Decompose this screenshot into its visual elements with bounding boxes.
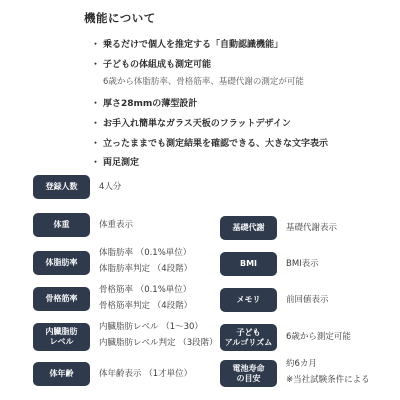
spec-value-battery-life: 約6カ月 (286, 359, 317, 369)
spec-value-memory: 前回値表示 (286, 295, 329, 305)
spec-label-visceral-fat: 内臓脂肪 レベル (33, 323, 90, 351)
spec-label-registered-users: 登録人数 (33, 175, 90, 199)
feature-item: ・ 乗るだけで個人を推定する「自動認識機能」 (91, 40, 284, 50)
spec-label-body-age: 体年齢 (33, 362, 90, 386)
spec-value-child-algorithm: 6歳から測定可能 (286, 332, 351, 342)
spec-label-body-fat: 体脂肪率 (33, 251, 90, 275)
spec-value-body-fat: 体脂肪率 （0.1%単位） (99, 248, 192, 258)
page-title: 機能について (84, 11, 156, 25)
spec-value-body-fat-judgment: 体脂肪率判定 （4段階） (99, 264, 193, 274)
spec-value-registered-users: 4人分 (99, 182, 122, 192)
spec-label-basal-metabolism: 基礎代謝 (220, 216, 277, 240)
spec-label-battery-life: 電池寿命 の目安 (220, 360, 277, 387)
spec-label-memory: メモリ (220, 288, 277, 312)
spec-value-battery-note: ※当社試験条件による (286, 375, 370, 385)
feature-item: ・ 厚さ28mmの薄型設計 (91, 99, 198, 109)
feature-item: ・ 子どもの体組成も測定可能 (91, 60, 212, 70)
spec-label-skeletal-muscle: 骨格筋率 (33, 287, 90, 311)
spec-value-basal-metabolism: 基礎代謝表示 (286, 223, 338, 233)
spec-label-weight: 体重 (33, 213, 90, 237)
spec-value-visceral-fat: 内臓脂肪レベル （1〜30） (99, 322, 203, 332)
feature-subtext: 6歳から体脂肪率、骨格筋率、基礎代謝の測定が可能 (103, 77, 304, 87)
spec-value-bmi: BMI表示 (286, 259, 319, 269)
spec-label-bmi: BMI (220, 252, 277, 276)
spec-value-skeletal-muscle-judgment: 骨格筋率判定 （4段階） (99, 301, 193, 311)
spec-value-weight: 体重表示 (99, 220, 134, 230)
feature-item: ・ お手入れ簡単なガラス天板のフラットデザイン (91, 119, 291, 129)
spec-value-body-age: 体年齢表示 （1才単位） (99, 369, 193, 379)
spec-value-visceral-fat-judgment: 内臓脂肪レベル判定 （3段階） (99, 338, 218, 348)
feature-item: ・ 両足測定 (91, 158, 140, 168)
spec-value-skeletal-muscle: 骨格筋率 （0.1%単位） (99, 285, 192, 295)
spec-label-child-algorithm: 子ども アルゴリズム (220, 324, 277, 351)
feature-item: ・ 立ったままでも測定結果を確認できる、大きな文字表示 (91, 139, 329, 149)
